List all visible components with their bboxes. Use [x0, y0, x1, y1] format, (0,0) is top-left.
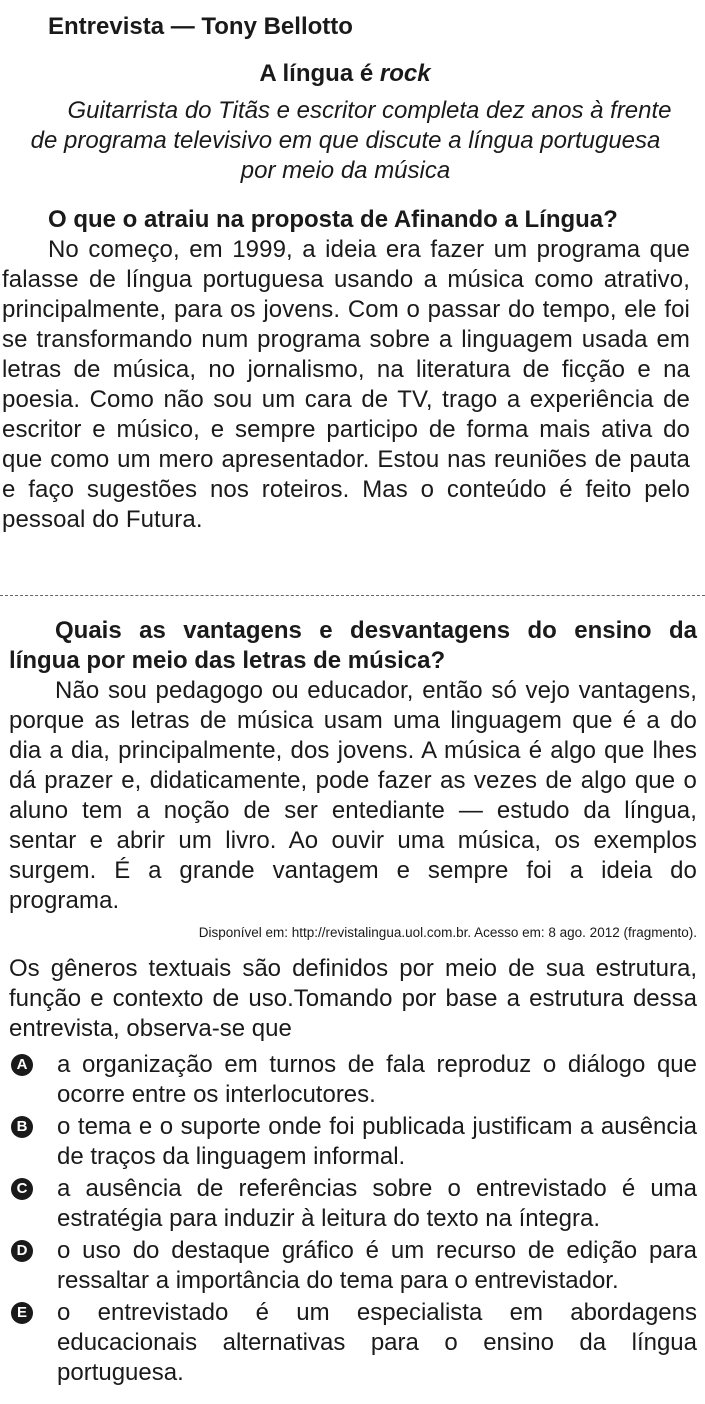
option-d-text: o uso do destaque gráfico é um recurso de edição para ressaltar a importância do tema para o entrevistador.: [57, 1237, 697, 1294]
option-b-letter-badge: B: [11, 1116, 33, 1138]
option-d[interactable]: [9, 1236, 697, 1296]
interview-answer: Não sou pedagogo ou educador, então só vejo vantagens, porque as letras de música usam uma linguagem que é a do dia a dia, principalmente, dos jovens. A música é algo que lhes dá prazer e, didaticamente, pode fazer as vezes de algo que o aluno tem a noção de ser entediante — estudo da língua, sentar e abrir um livro. Ao ouvir uma música, os exemplos surgem. É a grande vantagem e sempre foi a ideia do programa.: [9, 677, 697, 914]
interview-question: Quais as vantagens e desvantagens do ensino da língua por meio das letras de música?: [9, 617, 697, 674]
interview-subtitle: Guitarrista do Titãs e escritor completa dez anos à frente de programa televisivo em que discute a língua portuguesa por meio da música: [30, 97, 672, 184]
headline-emphasis: rock: [379, 60, 431, 87]
answer-options: [9, 1050, 697, 1390]
source-citation: Disponível em: http://revistalingua.uol.com.br. Acesso em: 8 ago. 2012 (fragmento).: [198, 925, 697, 940]
qa-block-1: [2, 205, 690, 535]
option-e-text: o entrevistado é um especialista em abordagens educacionais alternativas para o ensino da língua portuguesa.: [57, 1299, 697, 1386]
interview-answer: No começo, em 1999, a ideia era fazer um programa que falasse de língua portuguesa usando a música como atrativo, principalmente, para os jovens. Com o passar do tempo, ele foi se transformando num programa sobre a linguagem usada em letras de música, no jornalismo, na literatura de ficção e na poesia. Como não sou um cara de TV, trago a experiência de escritor e músico, e sempre participo de forma mais ativa do que como um mero apresentador. Estou nas reuniões de pauta e faço sugestões nos roteiros. Mas o conteúdo é feito pelo pessoal do Futura.: [2, 236, 690, 533]
question-stem: Os gêneros textuais são definidos por meio de sua estrutura, função e contexto de uso.Tomando por base a estrutura dessa entrevista, observa-se que: [9, 955, 697, 1042]
option-c-text: a ausência de referências sobre o entrevistado é uma estratégia para induzir à leitura do texto na íntegra.: [57, 1175, 697, 1232]
headline-main: A língua é: [259, 60, 380, 87]
dashed-divider: [0, 595, 705, 596]
interview-question: O que o atraiu na proposta de Afinando a Língua?: [48, 206, 618, 233]
option-c-letter-badge: C: [11, 1178, 33, 1200]
interview-headline: [0, 57, 690, 91]
option-a-letter-badge: A: [11, 1054, 33, 1076]
option-e[interactable]: [9, 1298, 697, 1388]
option-d-letter-badge: D: [11, 1240, 33, 1262]
option-a[interactable]: [9, 1050, 697, 1110]
option-e-letter-badge: E: [11, 1302, 33, 1324]
option-b-text: o tema e o suporte onde foi publicada justificam a ausência de traços da linguagem informal.: [57, 1113, 697, 1170]
option-b[interactable]: [9, 1112, 697, 1172]
option-c[interactable]: [9, 1174, 697, 1234]
qa-block-2: [9, 616, 697, 916]
interview-title: Entrevista — Tony Bellotto: [48, 13, 353, 40]
option-a-text: a organização em turnos de fala reproduz o diálogo que ocorre entre os interlocutores.: [57, 1051, 697, 1108]
